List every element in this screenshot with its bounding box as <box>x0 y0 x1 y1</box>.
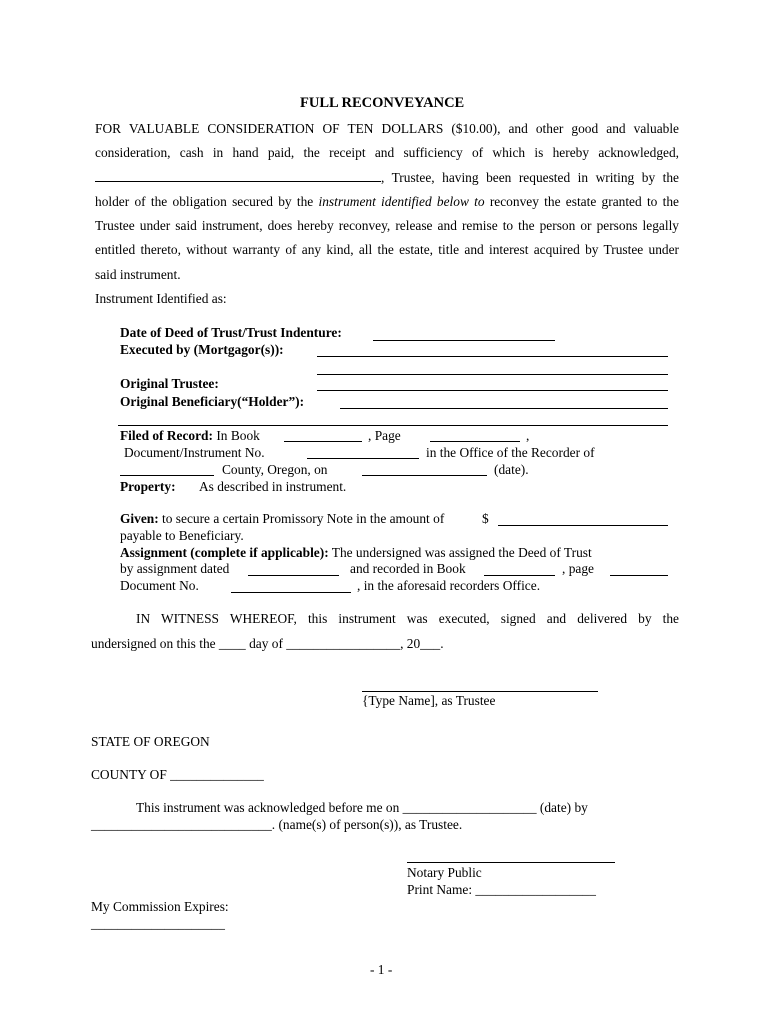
aforesaid-office-text: , in the aforesaid recorders Office. <box>357 578 541 593</box>
given-text: to secure a certain Promissory Note in the amount of <box>158 511 445 526</box>
type-name-trustee-text: {Type Name], as Trustee <box>362 693 496 708</box>
page-blank[interactable] <box>430 441 520 442</box>
and-recorded-in-book-label: and recorded in Book <box>350 561 466 576</box>
by-assignment-dated-label: by assignment dated <box>120 561 230 576</box>
intro-line-7: said instrument. <box>95 266 181 282</box>
assignment-row <box>120 545 592 561</box>
document-no-blank[interactable] <box>231 592 351 593</box>
date-of-deed-blank[interactable] <box>373 340 555 341</box>
date-of-deed-label: Date of Deed of Trust/Trust Indenture: <box>120 325 342 340</box>
intro-line-4-italic: instrument identified below to <box>318 193 485 209</box>
commission-expires-text: My Commission Expires: <box>91 899 229 914</box>
date-paren-text: (date). <box>494 462 529 477</box>
intro-line-6: entitled thereto, without warranty of any kind, all the estate, title and interest acquired by Trustee under <box>95 242 679 258</box>
in-book-label: In Book <box>212 428 260 443</box>
assignment-book-blank[interactable] <box>484 575 555 576</box>
document-instrument-no-blank[interactable] <box>307 458 419 459</box>
payable-to-beneficiary-text: payable to Beneficiary. <box>120 528 244 543</box>
print-name-text: Print Name: __________________ <box>407 882 596 897</box>
intro-line-4-post: reconvey the estate granted to the <box>484 193 679 209</box>
recorded-date-blank[interactable] <box>362 475 487 476</box>
document-instrument-no-label: Document/Instrument No. <box>124 445 265 460</box>
document-title: FULL RECONVEYANCE <box>300 95 465 111</box>
page-number: - 1 - <box>370 962 393 977</box>
original-trustee-label: Original Trustee: <box>120 376 219 391</box>
filed-of-record-row <box>120 428 260 444</box>
trustee-signature-line[interactable] <box>362 691 598 692</box>
property-value: As described in instrument. <box>199 479 347 494</box>
filed-of-record-label: Filed of Record: <box>120 428 213 443</box>
intro-line-4 <box>95 190 679 214</box>
assignment-page-label: , page <box>562 561 594 576</box>
executed-by-label: Executed by (Mortgagor(s)): <box>120 342 284 357</box>
intro-line-1: FOR VALUABLE CONSIDERATION OF TEN DOLLARS ($10.00), and other good and valuable <box>95 121 679 136</box>
assignment-text: The undersigned was assigned the Deed of Trust <box>328 545 592 560</box>
witness-line-1: IN WITNESS WHEREOF, this instrument was executed, signed and delivered by the <box>136 611 679 626</box>
acknowledged-text: This instrument was acknowledged before me on ____________________ (date) by <box>136 800 588 815</box>
county-of-text: COUNTY OF ______________ <box>91 767 264 782</box>
book-blank[interactable] <box>284 441 362 442</box>
intro-line-4-pre: holder of the obligation secured by the <box>95 193 319 209</box>
intro-line-3-text: , Trustee, having been requested in writing by the <box>381 169 679 185</box>
given-label: Given: <box>120 511 159 526</box>
original-trustee-blank[interactable] <box>317 390 668 391</box>
intro-line-5: Trustee under said instrument, does hereby reconvey, release and remise to the person or persons legally <box>95 218 679 234</box>
page-label: , Page <box>368 428 401 443</box>
county-oregon-on-text: County, Oregon, on <box>222 462 328 477</box>
section-divider <box>118 425 668 426</box>
assignment-page-blank[interactable] <box>610 575 668 576</box>
assignment-date-blank[interactable] <box>248 575 339 576</box>
names-of-persons-text: ___________________________. (name(s) of person(s)), as Trustee. <box>91 817 463 832</box>
intro-line-3 <box>95 166 679 190</box>
intro-paragraph <box>95 117 679 311</box>
state-of-oregon-text: STATE OF OREGON <box>91 734 210 749</box>
document-no-label: Document No. <box>120 578 199 593</box>
amount-blank[interactable] <box>498 525 668 526</box>
commission-expires-blank[interactable]: ____________________ <box>91 916 225 931</box>
property-label: Property: <box>120 479 176 494</box>
notary-signature-line[interactable] <box>407 862 615 863</box>
given-row <box>120 511 444 527</box>
assignment-label: Assignment (complete if applicable): <box>120 545 329 560</box>
executed-by-blank-2[interactable] <box>317 374 668 375</box>
intro-line-2: consideration, cash in hand paid, the receipt and sufficiency of which is hereby acknowledged, <box>95 145 679 161</box>
original-beneficiary-label: Original Beneficiary(“Holder”): <box>120 394 305 409</box>
county-blank[interactable] <box>120 475 214 476</box>
witness-line-2: undersigned on this the ____ day of _________________, 20___. <box>91 636 444 651</box>
trustee-name-blank[interactable] <box>95 169 381 182</box>
executed-by-blank-1[interactable] <box>317 356 668 357</box>
intro-line-8: Instrument Identified as: <box>95 291 227 307</box>
notary-public-text: Notary Public <box>407 865 482 880</box>
page-comma: , <box>526 428 530 443</box>
original-beneficiary-blank[interactable] <box>340 408 668 409</box>
in-office-of-recorder-text: in the Office of the Recorder of <box>426 445 595 460</box>
dollar-sign: $ <box>482 511 489 526</box>
